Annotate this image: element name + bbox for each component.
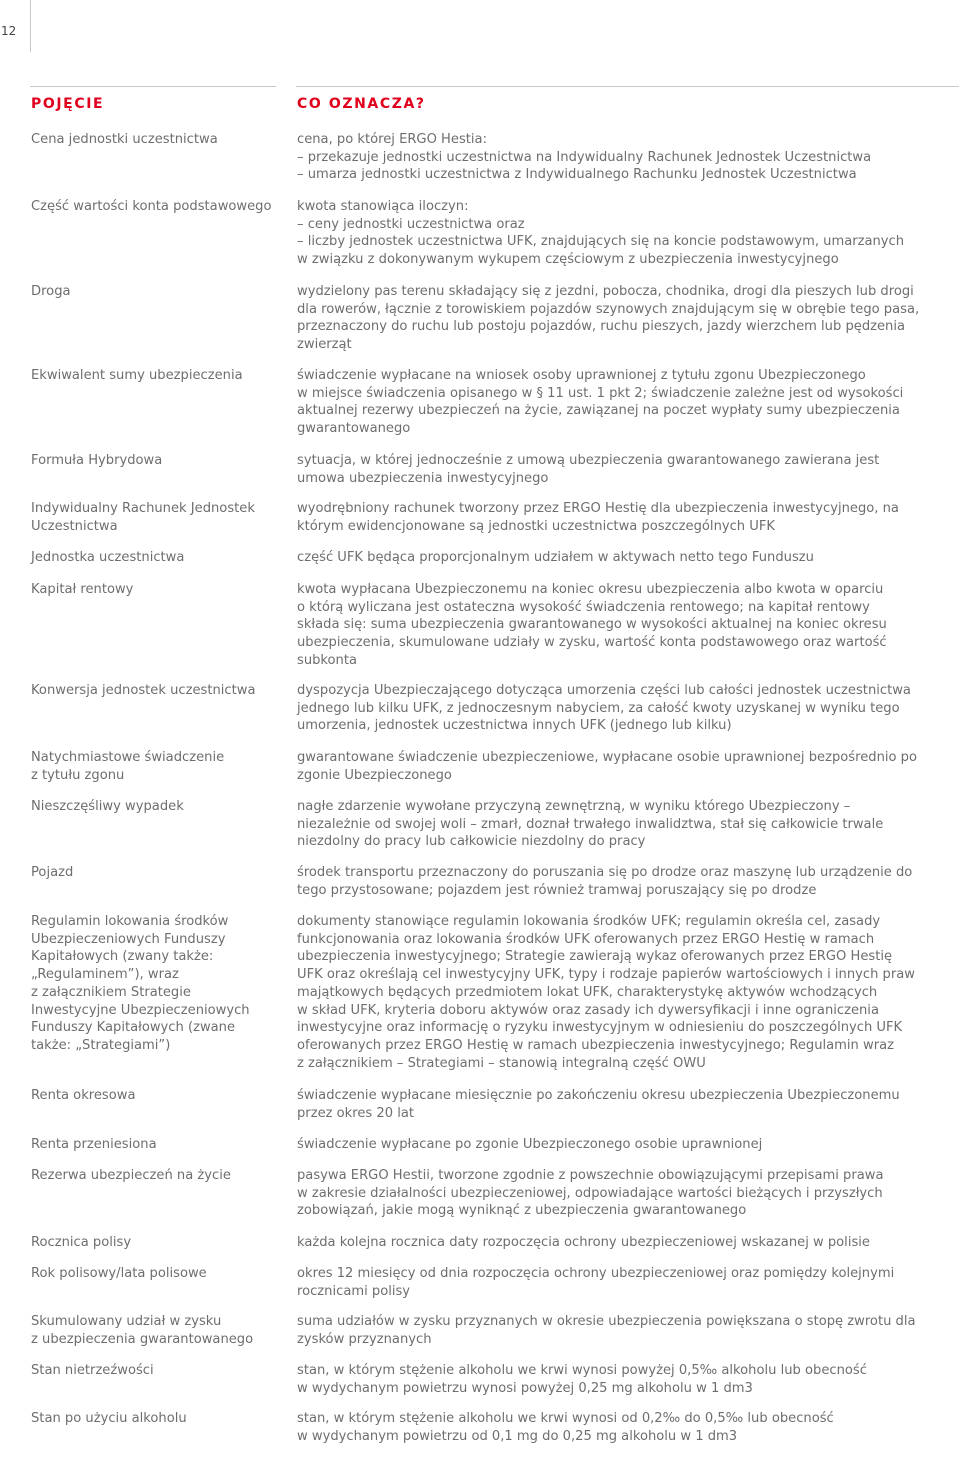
definition-cell: [297, 283, 937, 354]
definition-line: przeznaczony do ruchu lub postoju pojazdów, ruchu pieszych, jazdy wierzchem lub pędzenia: [297, 319, 906, 335]
definition-line: kwota wypłacana Ubezpieczonemu na koniec okresu ubezpieczenia albo kwota w oparciu: [297, 582, 884, 597]
definition-line: ubezpieczenia, skumulowane udziały w zysku, wartość konta podstawowego oraz wartość: [297, 635, 887, 651]
definition-cell: [297, 198, 937, 269]
definition-line: aktualnej rezerwy ubezpieczeń na życie, zawiązanej na poczet wypłaty sumy ubezpieczenia: [297, 403, 900, 419]
definition-cell: [297, 864, 937, 899]
definition-line: – umarza jednostki uczestnictwa z Indywidualnego Rachunku Jednostek Uczestnictwa: [297, 167, 857, 183]
term-cell: [31, 1265, 281, 1283]
term-cell: [31, 1410, 281, 1428]
term-cell: [31, 367, 281, 385]
definition-line: inwestycyjne oraz informację o ryzyku inwestycyjnym w odniesieniu do poszczególnych UFK: [297, 1020, 903, 1036]
definition-line: – liczby jednostek uczestnictwa UFK, znajdujących się na koncie podstawowym, umarzanych: [297, 234, 905, 250]
definition-line: zysków przyznanych: [297, 1331, 432, 1347]
definition-line: stan, w którym stężenie alkoholu we krwi wynosi od 0,2‰ do 0,5‰ lub obecność: [297, 1411, 834, 1426]
term-line: Inwestycyjne Ubezpieczeniowych: [31, 1002, 250, 1018]
term-cell: [31, 549, 281, 567]
definition-cell: [297, 1410, 937, 1445]
definition-line: w zakresie działalności ubezpieczeniowej, odpowiadające wartości bieżących i przyszłych: [297, 1185, 883, 1201]
definition-line: zgonie Ubezpieczonego: [297, 767, 452, 783]
definition-line: subkonta: [297, 652, 358, 668]
term-cell: [31, 1087, 281, 1105]
definition-cell: [297, 749, 937, 784]
term-cell: [31, 749, 281, 784]
definition-line: gwarantowane świadczenie ubezpieczeniowe, wypłacane osobie uprawnionej bezpośrednio po: [297, 750, 918, 765]
definition-line: – przekazuje jednostki uczestnictwa na Indywidualny Rachunek Jednostek Uczestnictwa: [297, 149, 872, 165]
term-line: Kapitałowych (zwany także:: [31, 949, 214, 965]
term-line: z załącznikiem Strategie: [31, 984, 191, 1000]
definition-line: nagłe zdarzenie wywołane przyczyną zewnętrzną, w wyniku którego Ubezpieczony –: [297, 799, 851, 814]
definition-cell: [297, 1167, 937, 1220]
term-line: Konwersja jednostek uczestnictwa: [31, 683, 256, 698]
definition-line: część UFK będąca proporcjonalnym udziałem w aktywach netto tego Funduszu: [297, 550, 814, 565]
definition-cell: [297, 682, 937, 735]
term-line: Nieszczęśliwy wypadek: [31, 799, 184, 814]
definition-line: środek transportu przeznaczony do poruszania się po drodze oraz maszynę lub urządzenie do: [297, 865, 913, 880]
definition-line: umorzenia, jednostek uczestnictwa innych UFK (jednego lub kilku): [297, 718, 732, 734]
definition-line: rocznicami polisy: [297, 1283, 411, 1299]
definition-line: świadczenie wypłacane na wniosek osoby uprawnionej z tytułu zgonu Ubezpieczonego: [297, 368, 866, 383]
term-line: Indywidualny Rachunek Jednostek: [31, 501, 255, 516]
term-line: Formuła Hybrydowa: [31, 453, 163, 468]
definition-cell: [297, 1265, 937, 1300]
term-line: Stan nietrzeźwości: [31, 1363, 154, 1378]
definition-line: każda kolejna rocznica daty rozpoczęcia ochrony ubezpieczeniowej wskazanej w polisie: [297, 1235, 870, 1250]
term-line: Pojazd: [31, 865, 74, 880]
definition-line: niezdolny do pracy lub całkowicie niezdolny do pracy: [297, 834, 646, 850]
definition-line: wyodrębniony rachunek tworzony przez ERGO Hestię dla ubezpieczenia inwestycyjnego, na: [297, 501, 899, 516]
term-cell: [31, 500, 281, 535]
term-cell: [31, 581, 281, 599]
definition-cell: [297, 1362, 937, 1397]
definition-line: gwarantowanego: [297, 421, 411, 437]
page-number-divider: [30, 0, 31, 52]
definition-line: zwierząt: [297, 337, 352, 353]
definition-line: jednego lub kilku UFK, z jednoczesnym nabyciem, za całość kwoty uzyskanej w wyniku tego: [297, 700, 900, 716]
definition-cell: [297, 913, 937, 1072]
term-line: Renta przeniesiona: [31, 1137, 157, 1152]
term-line: Droga: [31, 284, 71, 299]
definition-line: ubezpieczenia inwestycyjnego; Strategie zawierają wykaz oferowanych przez ERGO Hestię: [297, 949, 893, 965]
definition-cell: [297, 131, 937, 184]
definition-line: w wydychanym powietrzu wynosi powyżej 0,25 mg alkoholu w 1 dm3: [297, 1380, 753, 1396]
term-line: Renta okresowa: [31, 1088, 136, 1103]
definition-line: w miejsce świadczenia opisanego w § 11 ust. 1 pkt 2; świadczenie zależne jest od wysokości: [297, 385, 904, 401]
definition-line: cena, po której ERGO Hestia:: [297, 132, 487, 147]
term-line: Rocznica polisy: [31, 1235, 132, 1250]
definition-line: wydzielony pas terenu składający się z jezdni, pobocza, chodnika, drogi dla pieszych lub drogi: [297, 284, 914, 299]
definition-cell: [297, 549, 937, 567]
term-line: Ekwiwalent sumy ubezpieczenia: [31, 368, 243, 383]
definition-line: dla rowerów, łącznie z torowiskiem pojazdów szynowych znajdującym się w obrębie tego pasa,: [297, 301, 920, 317]
term-line: Rok polisowy/lata polisowe: [31, 1266, 207, 1281]
term-cell: [31, 198, 281, 216]
definition-line: składa się: suma ubezpieczenia gwarantowanego w wysokości aktualnej na koniec okresu: [297, 617, 887, 633]
term-line: także: „Strategiami”): [31, 1037, 171, 1053]
term-line: z ubezpieczenia gwarantowanego: [31, 1331, 254, 1347]
term-cell: [31, 283, 281, 301]
term-cell: [31, 1234, 281, 1252]
definition-line: dyspozycja Ubezpieczającego dotycząca umorzenia części lub całości jednostek uczestnictwa: [297, 683, 911, 698]
definition-cell: [297, 798, 937, 851]
term-cell: [31, 1313, 281, 1348]
term-cell: [31, 131, 281, 149]
definition-cell: [297, 367, 937, 438]
definition-line: przez okres 20 lat: [297, 1105, 415, 1121]
definition-line: kwota stanowiąca iloczyn:: [297, 199, 469, 214]
term-line: Regulamin lokowania środków: [31, 914, 229, 929]
term-line: Uczestnictwa: [31, 518, 118, 534]
definition-line: funkcjonowania oraz lokowania środków UFK oferowanych przez ERGO Hestię w ramach: [297, 931, 875, 947]
term-cell: [31, 452, 281, 470]
definition-line: – ceny jednostki uczestnictwa oraz: [297, 216, 525, 232]
term-line: Rezerwa ubezpieczeń na życie: [31, 1168, 231, 1183]
definition-line: okres 12 miesięcy od dnia rozpoczęcia ochrony ubezpieczeniowej oraz pomiędzy kolejnymi: [297, 1266, 895, 1281]
page-number: 12: [1, 24, 17, 38]
definition-cell: [297, 1136, 937, 1154]
definition-cell: [297, 1234, 937, 1252]
definition-cell: [297, 500, 937, 535]
definition-line: oferowanych przez ERGO Hestię w ramach ubezpieczenia inwestycyjnego; Regulamin wraz: [297, 1037, 895, 1053]
term-line: Stan po użyciu alkoholu: [31, 1411, 187, 1426]
definition-cell: [297, 452, 937, 487]
term-line: Kapitał rentowy: [31, 582, 134, 597]
definition-line: sytuacja, w której jednocześnie z umową ubezpieczenia gwarantowanego zawierana jest: [297, 453, 880, 468]
meaning-column-rule: [296, 86, 959, 87]
definition-line: o którą wyliczana jest ostateczna wysokość świadczenia rentowego; na kapitał rentowy: [297, 599, 870, 615]
term-cell: [31, 1167, 281, 1185]
definition-line: tego przystosowane; pojazdem jest również tramwaj poruszający się po drodze: [297, 882, 817, 898]
term-column-header: POJĘCIE: [31, 96, 105, 112]
term-line: Jednostka uczestnictwa: [31, 550, 185, 565]
term-line: Ubezpieczeniowych Funduszy: [31, 931, 226, 947]
term-cell: [31, 913, 281, 1055]
definition-line: w skład UFK, kryteria doboru aktywów oraz zasady ich dywersyfikacji i inne ograniczenia: [297, 1002, 879, 1018]
term-column-rule: [30, 86, 276, 87]
definition-line: zobowiązań, jakie mogą wyniknąć z ubezpieczenia gwarantowanego: [297, 1203, 747, 1219]
definition-line: suma udziałów w zysku przyznanych w okresie ubezpieczenia powiększana o stopę zwrotu dla: [297, 1314, 916, 1329]
term-line: Część wartości konta podstawowego: [31, 199, 272, 214]
definition-line: z załącznikiem – Strategiami – stanowią integralną część OWU: [297, 1055, 706, 1071]
definition-line: niezależnie od swojej woli – zmarł, doznał trwałego inwalidztwa, stał się całkowicie trwale: [297, 816, 884, 832]
meaning-column-header: CO OZNACZA?: [297, 96, 426, 112]
term-line: Cena jednostki uczestnictwa: [31, 132, 218, 147]
definition-cell: [297, 581, 937, 670]
definition-line: dokumenty stanowiące regulamin lokowania środków UFK; regulamin określa cel, zasady: [297, 914, 881, 929]
definition-line: umowa ubezpieczenia inwestycyjnego: [297, 470, 549, 486]
definition-line: świadczenie wypłacane po zgonie Ubezpieczonego osobie uprawnionej: [297, 1137, 763, 1152]
term-line: z tytułu zgonu: [31, 767, 125, 783]
term-line: Natychmiastowe świadczenie: [31, 750, 225, 765]
definition-line: pasywa ERGO Hestii, tworzone zgodnie z powszechnie obowiązującymi przepisami prawa: [297, 1168, 884, 1183]
term-cell: [31, 864, 281, 882]
term-cell: [31, 1136, 281, 1154]
definition-line: UFK oraz określają cel inwestycyjny UFK, typy i rodzaje papierów wartościowych i innych praw: [297, 967, 915, 983]
definition-line: świadczenie wypłacane miesięcznie po zakończeniu okresu ubezpieczenia Ubezpieczonemu: [297, 1088, 900, 1103]
term-line: Funduszy Kapitałowych (zwane: [31, 1020, 236, 1036]
term-cell: [31, 682, 281, 700]
definition-line: stan, w którym stężenie alkoholu we krwi wynosi powyżej 0,5‰ alkoholu lub obecność: [297, 1363, 867, 1378]
definition-cell: [297, 1087, 937, 1122]
term-cell: [31, 1362, 281, 1380]
term-cell: [31, 798, 281, 816]
definition-cell: [297, 1313, 937, 1348]
definition-line: w wydychanym powietrzu od 0,1 mg do 0,25 mg alkoholu w 1 dm3: [297, 1428, 738, 1444]
definition-line: w związku z dokonywanym wykupem częściowym z ubezpieczenia inwestycyjnego: [297, 252, 839, 268]
term-line: „Regulaminem”), wraz: [31, 967, 179, 983]
definition-line: majątkowych będących przedmiotem lokat UFK, charakterystykę aktywów wchodzących: [297, 984, 878, 1000]
definition-line: którym ewidencjonowane są jednostki uczestnictwa poszczególnych UFK: [297, 518, 775, 534]
term-line: Skumulowany udział w zysku: [31, 1314, 222, 1329]
